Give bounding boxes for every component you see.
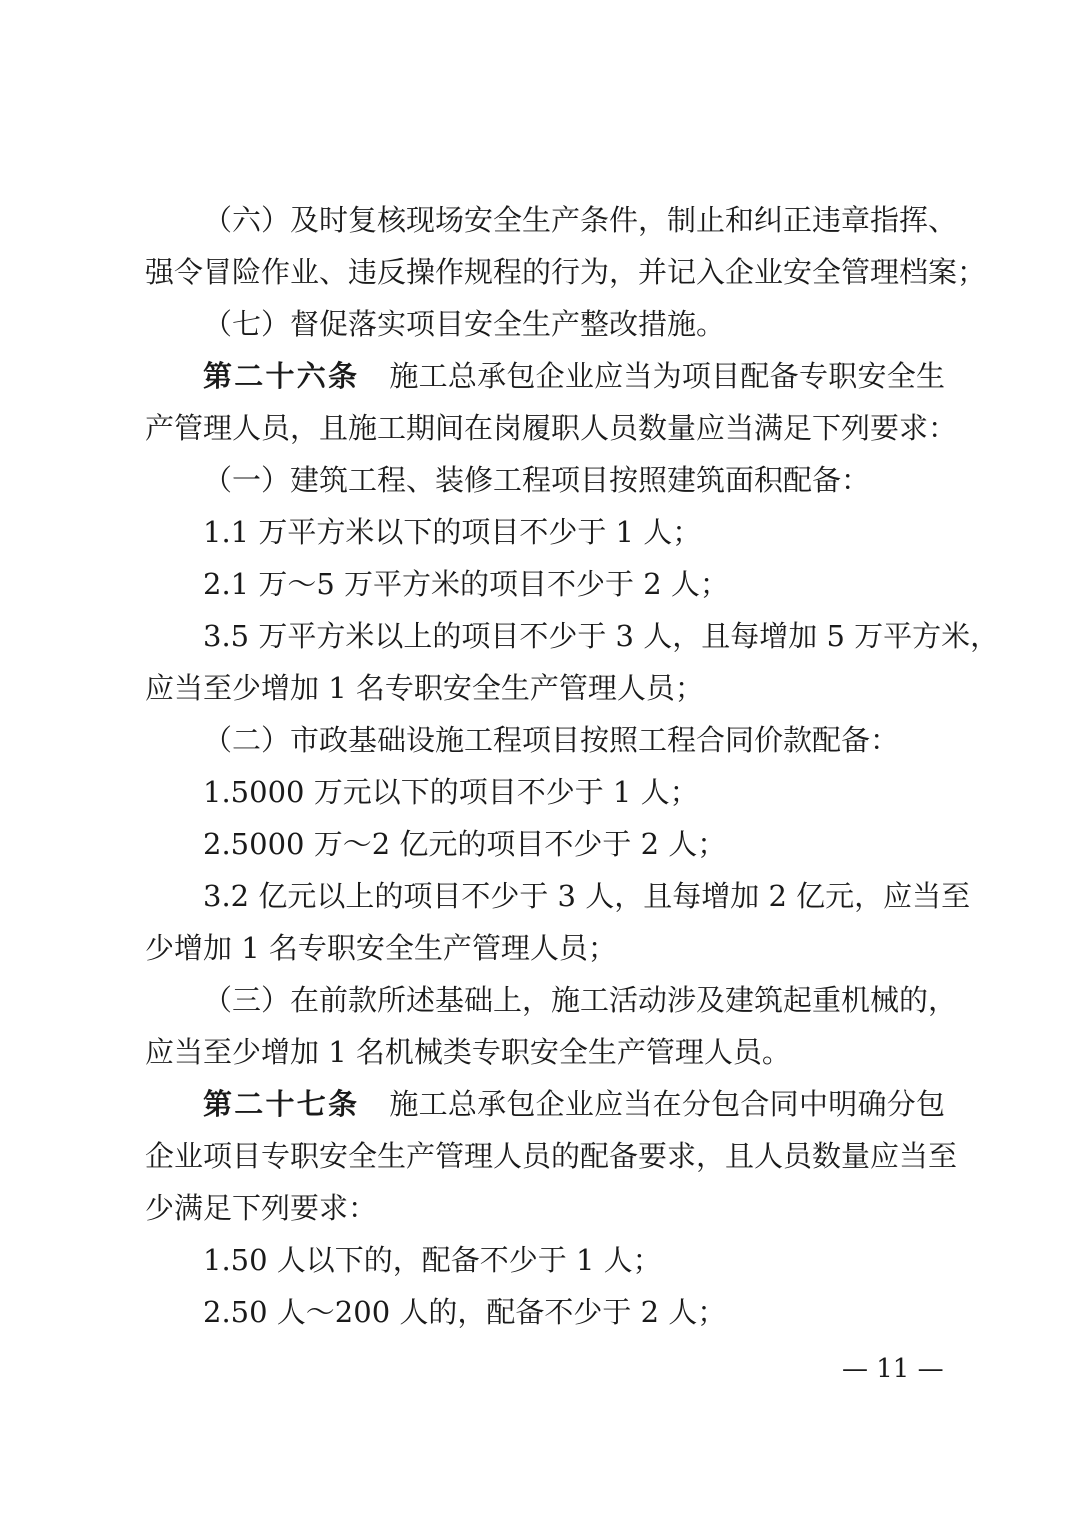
article-26-title: 第二十六条: [203, 359, 360, 393]
article-26-line: [203, 356, 945, 396]
list-item: 2.1 万～5 万平方米的项目不少于 2 人；: [203, 567, 729, 601]
list-item: 3.5 万平方米以上的项目不少于 3 人，且每增加 5 万平方米，: [203, 619, 1000, 653]
text-line: （七）督促落实项目安全生产整改措施。: [203, 307, 726, 341]
list-item: 2.50 人～200 人的，配备不少于 2 人；: [203, 1295, 727, 1329]
article-27-title: 第二十七条: [203, 1087, 360, 1121]
text-line: 应当至少增加 1 名专职安全生产管理人员；: [145, 671, 704, 705]
text-line: 强令冒险作业、违反操作规程的行为，并记入企业安全管理档案；: [145, 255, 987, 289]
list-item: 3.2 亿元以上的项目不少于 3 人，且每增加 2 亿元，应当至: [203, 879, 971, 913]
text-line: 少增加 1 名专职安全生产管理人员；: [145, 931, 617, 965]
text-line: 企业项目专职安全生产管理人员的配备要求，且人员数量应当至: [145, 1139, 958, 1173]
text-line: 应当至少增加 1 名机械类专职安全生产管理人员。: [145, 1035, 791, 1069]
text-line: 少满足下列要求：: [145, 1191, 378, 1225]
text-line: （六）及时复核现场安全生产条件，制止和纠正违章指挥、: [203, 203, 958, 237]
text-line: （二）市政基础设施工程项目按照工程合同价款配备：: [203, 723, 900, 757]
text-line: 施工总承包企业应当在分包合同中明确分包: [389, 1087, 945, 1121]
text-line: 产管理人员，且施工期间在岗履职人员数量应当满足下列要求：: [145, 411, 958, 445]
article-27-line: [203, 1084, 945, 1124]
list-item: 2.5000 万～2 亿元的项目不少于 2 人；: [203, 827, 727, 861]
text-line: （三）在前款所述基础上，施工活动涉及建筑起重机械的，: [203, 983, 958, 1017]
list-item: 1.1 万平方米以下的项目不少于 1 人；: [203, 515, 702, 549]
text-line: （一）建筑工程、装修工程项目按照建筑面积配备：: [203, 463, 871, 497]
list-item: 1.5000 万元以下的项目不少于 1 人；: [203, 775, 699, 809]
list-item: 1.50 人以下的，配备不少于 1 人；: [203, 1243, 662, 1277]
text-line: 施工总承包企业应当为项目配备专职安全生: [389, 359, 945, 393]
page-number: — 11 —: [842, 1354, 944, 1384]
